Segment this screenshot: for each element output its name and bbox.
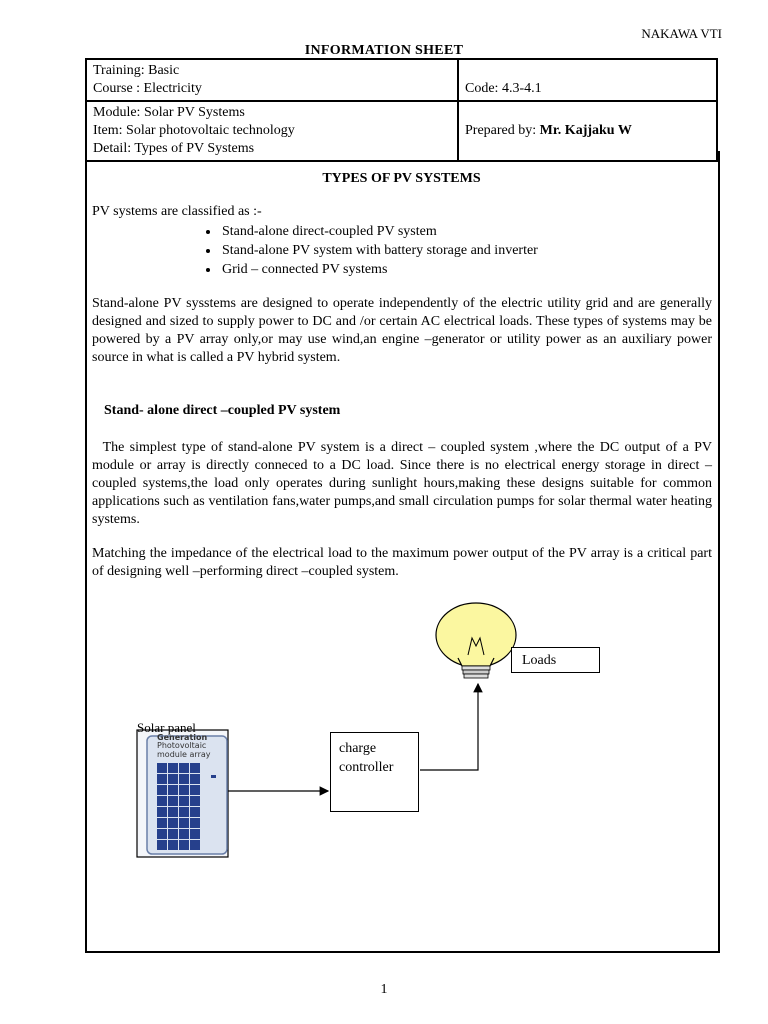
list-item: • Stand-alone PV system with battery storage and inverter <box>220 241 538 260</box>
pv-cell <box>157 840 167 850</box>
pv-cell <box>157 829 167 839</box>
pv-cell <box>179 774 189 784</box>
prepared-name: Mr. Kajjaku W <box>539 123 632 138</box>
pv-cell <box>157 807 167 817</box>
pv-cell <box>157 774 167 784</box>
module-text: Module: Solar PV Systems <box>93 105 245 120</box>
pv-cell <box>157 796 167 806</box>
detail-text: Detail: Types of PV Systems <box>93 141 255 156</box>
pv-cell <box>168 818 178 828</box>
pv-cell <box>190 829 200 839</box>
training-text: Training: Basic <box>93 63 180 78</box>
pv-cell <box>168 829 178 839</box>
panel-caption-line: module array <box>157 750 211 759</box>
code-text: Code: 4.3-4.1 <box>465 81 542 96</box>
page-number: 1 <box>380 982 388 997</box>
pv-cell <box>168 796 178 806</box>
prepared-label: Prepared by: <box>465 123 537 138</box>
classification-list <box>198 222 538 279</box>
pv-cell <box>168 763 178 773</box>
panel-caption-top: Generation <box>157 733 208 742</box>
code-cell <box>458 59 717 101</box>
pv-cell <box>190 840 200 850</box>
pv-cell <box>157 763 167 773</box>
pv-cell <box>179 807 189 817</box>
controller-label-line1: charge <box>339 741 377 756</box>
pv-cell <box>190 785 200 795</box>
pv-cell <box>179 763 189 773</box>
pv-cell <box>157 785 167 795</box>
pv-cell <box>179 818 189 828</box>
controller-to-load-arrow <box>420 684 478 770</box>
pv-cell <box>168 807 178 817</box>
pv-cell <box>190 763 200 773</box>
pv-cell <box>179 796 189 806</box>
pv-cell <box>190 807 200 817</box>
sheet-title: INFORMATION SHEET <box>304 43 464 58</box>
light-bulb-icon <box>436 603 516 678</box>
pv-cell <box>190 774 200 784</box>
pv-cell <box>190 796 200 806</box>
pv-cell <box>168 785 178 795</box>
impedance-paragraph: Matching the impedance of the electrical load to the maximum power output of the PV array is a critical part of designing well –performing direct –coupled system. <box>92 546 712 579</box>
controller-label-line2: controller <box>339 760 394 775</box>
pv-cell <box>179 840 189 850</box>
pv-cell <box>157 818 167 828</box>
pv-cell <box>190 818 200 828</box>
pv-cell <box>179 785 189 795</box>
charge-controller-box <box>330 732 419 812</box>
pv-cell <box>168 840 178 850</box>
training-cell <box>86 59 458 101</box>
header-table <box>85 58 718 162</box>
section-title: TYPES OF PV SYSTEMS <box>322 171 481 186</box>
standalone-paragraph: Stand-alone PV sysstems are designed to operate independently of the electric utility grid and are generally designed and sized to supply power to DC and /or certain AC electrical loads. These types of systems may be powered by a PV array only,or may use wind,an engine –generator or utility power as an auxiliary power source in what is called a PV hybrid system. <box>92 296 712 365</box>
organization-name: NAKAWA VTI <box>641 26 722 41</box>
panel-caption <box>157 741 211 759</box>
intro-text: PV systems are classified as :- <box>92 204 262 219</box>
list-item: • Stand-alone direct-coupled PV system <box>220 222 538 241</box>
loads-box <box>511 647 600 673</box>
item-text: Item: Solar photovoltaic technology <box>93 123 295 138</box>
panel-caption-line: Photovoltaic <box>157 741 207 750</box>
subsection-title: Stand- alone direct –coupled PV system <box>104 403 341 418</box>
direct-coupled-paragraph: The simplest type of stand-alone PV system is a direct – coupled system ,where the DC output of a PV module or array is directly conneced to a DC load. Since there is no electrical energy storage in direct – coupled systems,the load only operates during sunlight hours,making these designs suitable for common applications such as ventilation fans,water pumps,and small circulation pumps for solar thermal water heating systems. <box>92 440 712 527</box>
pv-cell <box>179 829 189 839</box>
list-item: • Grid – connected PV systems <box>220 260 538 279</box>
solar-panel-label: Solar panel <box>137 720 196 735</box>
pv-cell <box>168 774 178 784</box>
course-text: Course : Electricity <box>93 81 202 96</box>
loads-label: Loads <box>522 653 557 668</box>
